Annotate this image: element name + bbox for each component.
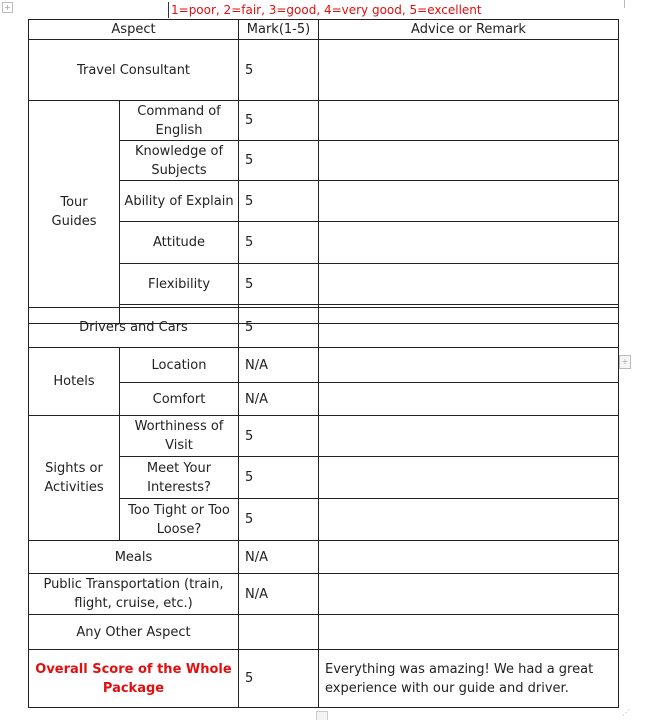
tour-guides-remark-english[interactable] [318, 100, 619, 141]
tour-guides-remark-knowledge[interactable] [318, 140, 619, 181]
row-meals-mark[interactable]: N/A [238, 540, 319, 574]
hotels-remark-comfort[interactable] [318, 382, 619, 416]
tour-guides-item-flexibility[interactable]: Flexibility [119, 263, 239, 305]
evaluation-table [28, 19, 619, 708]
row-meals-remark[interactable] [318, 540, 619, 574]
hotels-item-location[interactable]: Location [119, 347, 239, 383]
tour-guides-mark-attitude[interactable]: 5 [238, 221, 319, 264]
row-sights-label[interactable]: Sights or Activities [28, 415, 120, 541]
row-drivers-remark[interactable] [318, 307, 619, 348]
sights-item-pace[interactable]: Too Tight or Too Loose? [119, 498, 239, 541]
tour-guides-remark-attitude[interactable] [318, 221, 619, 264]
row-public-transport-label[interactable]: Public Transportation (train, flight, cruise, etc.) [28, 573, 239, 615]
row-insert-handle-icon[interactable]: + [619, 355, 631, 369]
hotels-mark-comfort[interactable]: N/A [238, 382, 319, 416]
row-overall-remark[interactable]: Everything was amazing! We had a great experience with our guide and driver. [318, 649, 619, 708]
row-tour-guides-label[interactable]: Tour Guides [28, 100, 120, 324]
row-travel-consultant-remark[interactable] [318, 39, 619, 101]
hotels-remark-location[interactable] [318, 347, 619, 383]
row-other-mark[interactable] [238, 614, 319, 650]
sights-item-interests[interactable]: Meet Your Interests? [119, 456, 239, 499]
row-overall-mark[interactable]: 5 [238, 649, 319, 708]
row-public-transport-remark[interactable] [318, 573, 619, 615]
ruler-mark [624, 0, 635, 8]
row-travel-consultant-mark[interactable]: 5 [238, 39, 319, 101]
tour-guides-mark-flexibility[interactable]: 5 [238, 263, 319, 305]
row-drivers-label[interactable]: Drivers and Cars [28, 307, 239, 348]
row-other-remark[interactable] [318, 614, 619, 650]
header-aspect[interactable]: Aspect [28, 19, 239, 40]
sights-mark-pace[interactable]: 5 [238, 498, 319, 541]
tour-guides-remark-explain[interactable] [318, 180, 619, 222]
tour-guides-item-attitude[interactable]: Attitude [119, 221, 239, 264]
table-move-handle-icon[interactable]: + [2, 2, 13, 13]
sights-mark-worthiness[interactable]: 5 [238, 415, 319, 457]
sights-item-worthiness[interactable]: Worthiness of Visit [119, 415, 239, 457]
sights-remark-pace[interactable] [318, 498, 619, 541]
table-resize-handle-icon[interactable]: ⋰ [622, 708, 630, 717]
tour-guides-item-english[interactable]: Command of English [119, 100, 239, 141]
row-hotels-label[interactable]: Hotels [28, 347, 120, 416]
tour-guides-mark-knowledge[interactable]: 5 [238, 140, 319, 181]
tour-guides-item-knowledge[interactable]: Knowledge of Subjects [119, 140, 239, 181]
sights-mark-interests[interactable]: 5 [238, 456, 319, 499]
header-mark[interactable]: Mark(1-5) [238, 19, 319, 40]
tour-guides-item-explain[interactable]: Ability of Explain [119, 180, 239, 222]
row-other-label[interactable]: Any Other Aspect [28, 614, 239, 650]
header-advice[interactable]: Advice or Remark [318, 19, 619, 40]
rating-scale-note: 1=poor, 2=fair, 3=good, 4=very good, 5=excellent [168, 2, 482, 18]
row-travel-consultant-label[interactable]: Travel Consultant [28, 39, 239, 101]
row-drivers-mark[interactable]: 5 [238, 307, 319, 348]
hotels-item-comfort[interactable]: Comfort [119, 382, 239, 416]
tour-guides-remark-flexibility[interactable] [318, 263, 619, 305]
row-meals-label[interactable]: Meals [28, 540, 239, 574]
tour-guides-mark-english[interactable]: 5 [238, 100, 319, 141]
hotels-mark-location[interactable]: N/A [238, 347, 319, 383]
sights-remark-worthiness[interactable] [318, 415, 619, 457]
row-public-transport-mark[interactable]: N/A [238, 573, 319, 615]
tour-guides-mark-explain[interactable]: 5 [238, 180, 319, 222]
sights-remark-interests[interactable] [318, 456, 619, 499]
row-overall-label[interactable]: Overall Score of the Whole Package [28, 649, 239, 708]
